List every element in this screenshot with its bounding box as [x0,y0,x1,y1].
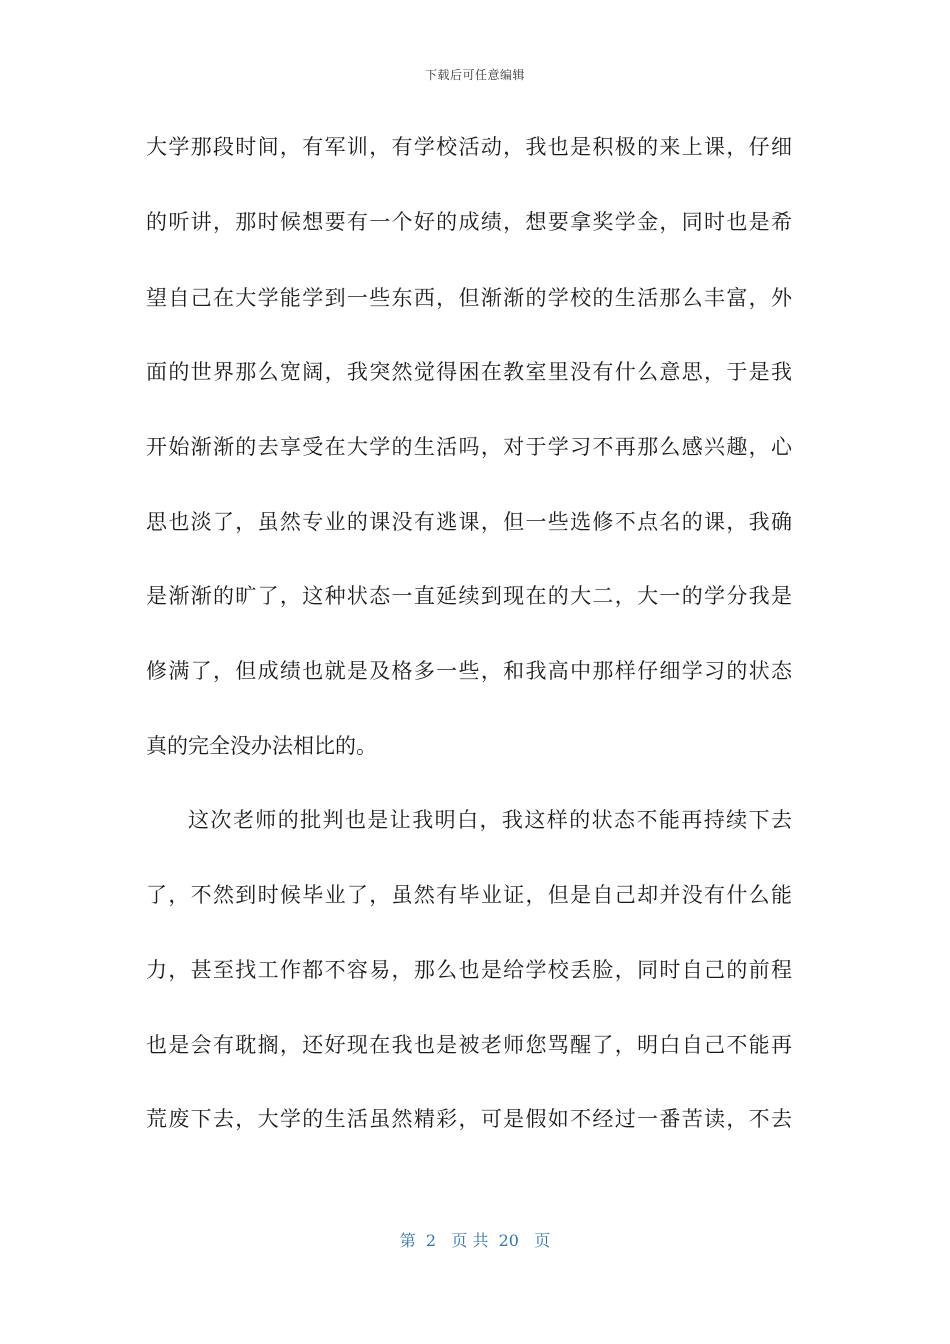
text-line: 修满了，但成绩也就是及格多一些，和我高中那样仔细学习的状态 [146,659,792,683]
text-line: 这次老师的批判也是让我明白，我这样的状态不能再持续下去 [188,808,792,832]
text-line: 真的完全没办法相比的。 [146,734,377,758]
text-line: 力，甚至找工作都不容易，那么也是给学校丢脸，同时自己的前程 [146,958,792,982]
page-number-footer: 第 2 页 共 20 页 [399,1231,551,1250]
text-line: 也是会有耽搁，还好现在我也是被老师您骂醒了，明白自己不能再 [146,1033,792,1057]
text-line: 大学那段时间，有军训，有学校活动，我也是积极的来上课，仔细 [146,135,792,159]
text-line: 面的世界那么宽阔，我突然觉得困在教室里没有什么意思，于是我 [146,360,792,384]
text-line: 开始渐渐的去享受在大学的生活吗，对于学习不再那么感兴趣，心 [146,435,792,459]
page-header: 下载后可任意编辑 [424,68,525,82]
text-line: 荒废下去，大学的生活虽然精彩，可是假如不经过一番苦读，不去 [146,1107,792,1131]
text-line: 了，不然到时候毕业了，虽然有毕业证，但是自己却并没有什么能 [146,883,792,907]
text-line: 思也淡了，虽然专业的课没有逃课，但一些选修不点名的课，我确 [146,510,792,534]
text-line: 望自己在大学能学到一些东西，但渐渐的学校的生活那么丰富，外 [146,286,792,310]
text-line: 的听讲，那时候想要有一个好的成绩，想要拿奖学金，同时也是希 [146,210,792,234]
text-line: 是渐渐的旷了，这种状态一直延续到现在的大二，大一的学分我是 [146,584,792,608]
